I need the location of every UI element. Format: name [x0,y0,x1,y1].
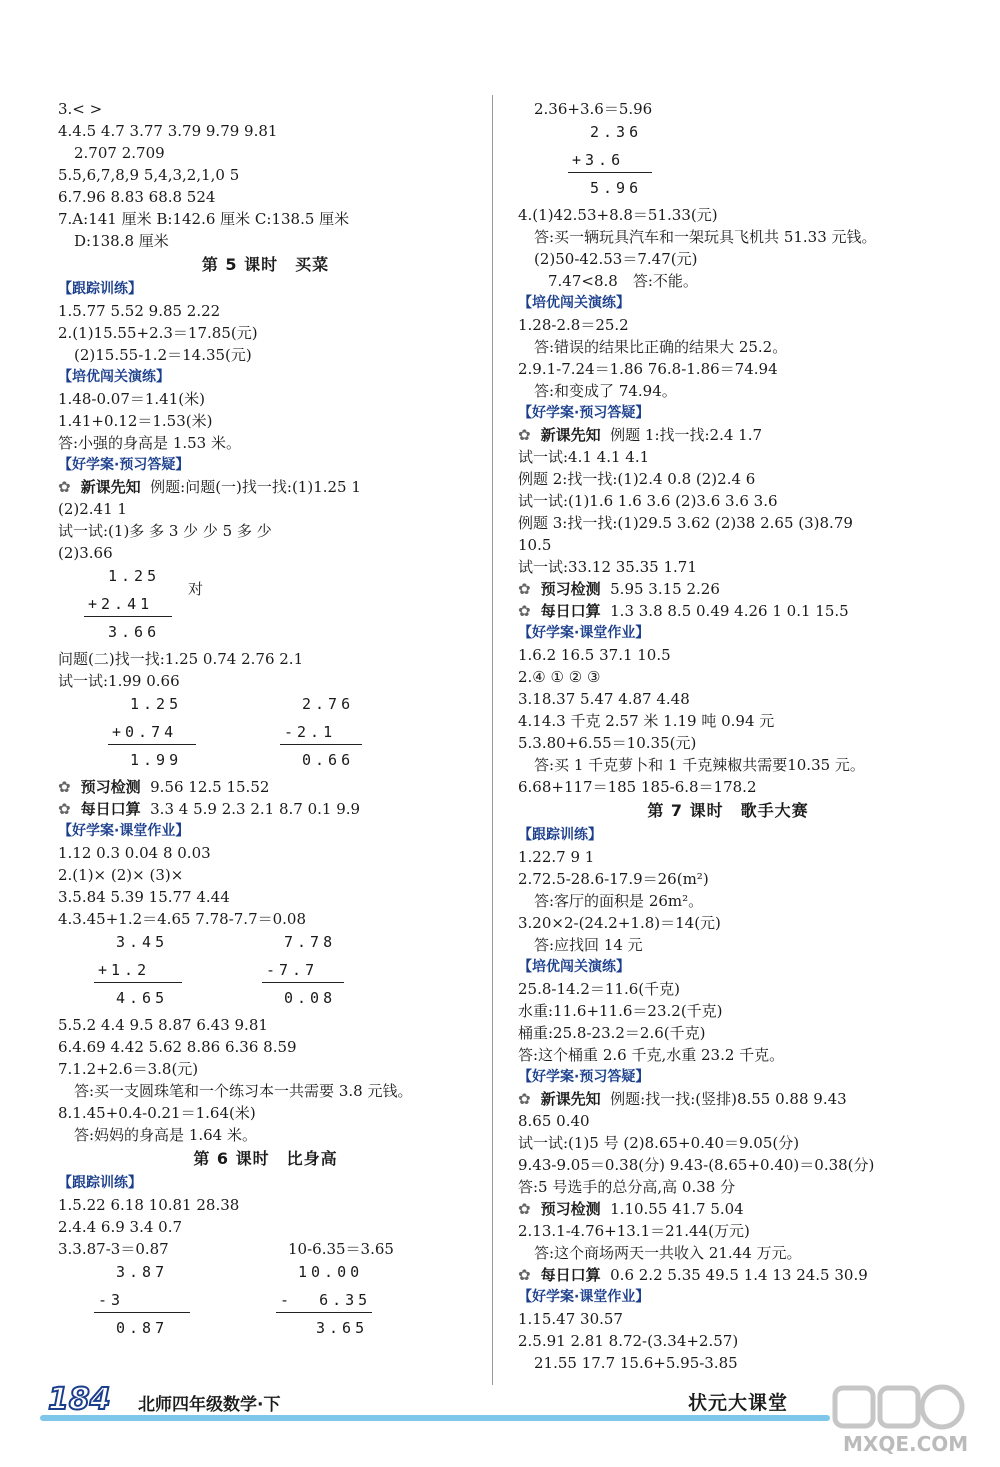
calc-row: -7.7 [266,961,319,979]
answer-line: 例题 3:找一找:(1)29.5 3.62 (2)38 2.65 (3)8.79 [518,514,853,532]
calc-line [280,744,362,745]
calc-line [108,744,196,745]
answer-line: 试一试:4.1 4.1 4.1 [518,448,650,466]
lesson-title: 第 7 课时 歌手大赛 [647,801,809,820]
answer-line [58,1238,473,1260]
answer-line: 1.22.7 9 1 [518,848,595,866]
lesson-title: 第 5 课时 买菜 [201,255,330,274]
section-heading: 【培优闯关演练】 [58,369,170,385]
section-heading: 【跟踪训练】 [518,827,602,843]
answer-line [518,1264,938,1286]
calc-line [276,1312,372,1313]
page-number: 184 [48,1382,111,1417]
answer-line: 答:应找回 14 元 [534,936,643,954]
calc-row: +2.41 [88,595,154,613]
answer-line: 答:买一支圆珠笔和一个练习本一共需要 3.8 元钱。 [74,1082,413,1100]
lesson-title: 第 6 课时 比身高 [193,1149,338,1168]
section-heading: 【好学案·预习答疑】 [518,1069,650,1085]
answer-line: 2.4.4 6.9 3.4 0.7 [58,1218,183,1236]
subsection-label: 新课先知 [540,1090,601,1108]
subsection-label: 每日口算 [540,1266,601,1284]
answer-line: 3.< > [58,100,103,118]
answer-line: 2.④ ① ② ③ [518,668,601,686]
answer-line: 试一试:(1)1.6 1.6 3.6 (2)3.6 3.6 3.6 [518,492,778,510]
calc-row: 1.99 [130,751,183,769]
answer-line [518,1088,938,1110]
flower-icon: ✿ [518,602,531,620]
brand-name: 状元大课堂 [688,1392,789,1414]
answer-line: 25.8-14.2＝11.6(千克) [518,980,680,998]
answer-line: 答:买 1 千克萝卜和 1 千克辣椒共需要10.35 元。 [534,756,865,774]
calc-row: 0.66 [302,751,355,769]
answer-text: 例题:问题(一)找一找:(1)1.25 1 [150,478,361,496]
answer-line [58,476,473,498]
flower-icon: ✿ [518,426,531,444]
answer-line: (2)3.66 [58,544,113,562]
answer-line: 4.14.3 千克 2.57 米 1.19 吨 0.94 元 [518,712,775,730]
footer-band [40,1415,830,1421]
answer-line: 4.(1)42.53+8.8＝51.33(元) [518,206,718,224]
answer-line: 4.4.5 4.7 3.77 3.79 9.79 9.81 [58,122,278,140]
subsection-label: 每日口算 [80,800,141,818]
calc-row: -3 [98,1291,125,1309]
answer-line: 试一试:33.12 35.35 1.71 [518,558,697,576]
answer-line: 5.5,6,7,8,9 5,4,3,2,1,0 5 [58,166,240,184]
section-heading: 【好学案·课堂作业】 [518,1289,650,1305]
calc-row: +3.6 [572,151,625,169]
left-column [58,98,473,1344]
answer-line: 1.41+0.12＝1.53(米) [58,412,213,430]
answer-line: 试一试:1.99 0.66 [58,672,180,690]
answer-text: 5.95 3.15 2.26 [610,580,720,598]
vertical-calculation [58,692,473,776]
answer-line [518,1198,938,1220]
answer-line: 试一试:(1)5 号 (2)8.65+0.40＝9.05(分) [518,1134,800,1152]
answer-line: 1.12 0.3 0.04 8 0.03 [58,844,211,862]
answer-line: 10.5 [518,536,552,554]
flower-icon: ✿ [58,800,71,818]
answer-line: 桶重:25.8-23.2＝2.6(千克) [518,1024,706,1042]
flower-icon: ✿ [518,1090,531,1108]
answer-line: 答:这个商场两天一共收入 21.44 万元。 [534,1244,802,1262]
calc-row: 0.08 [284,989,337,1007]
answer-line [518,424,938,446]
answer-line: 7.47<8.8 答:不能。 [548,272,698,290]
subsection-label: 新课先知 [80,478,141,496]
answer-line: 水重:11.6+11.6＝23.2(千克) [518,1002,723,1020]
section-heading: 【好学案·课堂作业】 [518,625,650,641]
calc-line [94,1312,190,1313]
answer-text: 例题 1:找一找:2.4 1.7 [610,426,763,444]
answer-text: 3.3.87-3＝0.87 [58,1240,169,1258]
answer-line: 答:客厅的面积是 26m²。 [534,892,704,910]
subsection-label: 每日口算 [540,602,601,620]
calc-line [94,982,182,983]
answer-line: 答:小强的身高是 1.53 米。 [58,434,241,452]
answer-line: 8.1.45+0.4-0.21＝1.64(米) [58,1104,256,1122]
answer-line: 2.72.5-28.6-17.9＝26(m²) [518,870,709,888]
calc-row: 3.87 [116,1263,169,1281]
calc-row: 0.87 [116,1319,169,1337]
answer-line: 1.5.22 6.18 10.81 28.38 [58,1196,240,1214]
answer-line: (2)50-42.53＝7.47(元) [534,250,698,268]
answer-line: 答:这个桶重 2.6 千克,水重 23.2 千克。 [518,1046,785,1064]
subsection-label: 新课先知 [540,426,601,444]
right-column [518,98,938,1374]
answer-line: 问题(二)找一找:1.25 0.74 2.76 2.1 [58,650,304,668]
answer-text: 3.3 4 5.9 2.3 2.1 8.7 0.1 9.9 [150,800,361,818]
answer-line: 答:妈妈的身高是 1.64 米。 [74,1126,257,1144]
answer-line: 3.18.37 5.47 4.87 4.48 [518,690,690,708]
answer-text: 0.6 2.2 5.35 49.5 1.4 13 24.5 30.9 [610,1266,868,1284]
answer-line [518,578,938,600]
answer-line [518,600,938,622]
answer-line [58,776,473,798]
answer-line: 4.3.45+1.2＝4.65 7.78-7.7＝0.08 [58,910,307,928]
section-heading: 【跟踪训练】 [58,281,142,297]
calc-row: 1.25 [130,695,183,713]
book-title: 北师四年级数学·下 [138,1395,281,1415]
answer-line: 8.65 0.40 [518,1112,590,1130]
answer-line: 1.48-0.07＝1.41(米) [58,390,205,408]
answer-line: 1.6.2 16.5 37.1 10.5 [518,646,671,664]
answer-line: 9.43-9.05＝0.38(分) 9.43-(8.65+0.40)＝0.38(分) [518,1156,875,1174]
answer-text: 1.3 3.8 8.5 0.49 4.26 1 0.1 15.5 [610,602,849,620]
answer-line: 1.28-2.8＝25.2 [518,316,629,334]
section-heading: 【好学案·预习答疑】 [58,457,190,473]
subsection-label: 预习检测 [540,580,601,598]
calc-row: 3.45 [116,933,169,951]
calc-row: 10.00 [298,1263,364,1281]
answer-line: 1.15.47 30.57 [518,1310,623,1328]
calc-row: 1.25 [108,567,161,585]
flower-icon: ✿ [58,478,71,496]
flower-icon: ✿ [58,778,71,796]
calc-line [84,616,172,617]
calc-row: -2.1 [284,723,337,741]
answer-line: 5.5.2 4.4 9.5 8.87 6.43 9.81 [58,1016,268,1034]
calc-note: 对 [188,580,204,598]
answer-line: 6.7.96 8.83 68.8 524 [58,188,216,206]
answer-line: 试一试:(1)多 多 3 少 少 5 多 少 [58,522,272,540]
answer-text: 9.56 12.5 15.52 [150,778,270,796]
answer-text: 1.10.55 41.7 5.04 [610,1200,744,1218]
calc-row: 3.65 [316,1319,369,1337]
answer-line: 1.5.77 5.52 9.85 2.22 [58,302,221,320]
answer-text: 10-6.35＝3.65 [288,1240,394,1258]
calc-row: 4.65 [116,989,169,1007]
answer-line: 7.1.2+2.6＝3.8(元) [58,1060,199,1078]
answer-line: D:138.8 厘米 [74,232,169,250]
answer-line: 2.707 2.709 [74,144,165,162]
flower-icon: ✿ [518,1200,531,1218]
answer-line: 答:5 号选手的总分高,高 0.38 分 [518,1178,736,1196]
answer-line: 5.3.80+6.55＝10.35(元) [518,734,697,752]
calc-row: 2.76 [302,695,355,713]
subsection-label: 预习检测 [80,778,141,796]
calc-row: 2.36 [590,123,643,141]
answer-line: 6.68+117＝185 185-6.8＝178.2 [518,778,757,796]
section-heading: 【培优闯关演练】 [518,295,630,311]
column-divider [492,95,493,1385]
answer-line: 6.4.69 4.42 5.62 8.86 6.36 8.59 [58,1038,297,1056]
answer-line: 2.36+3.6＝5.96 [534,100,653,118]
answer-line: 3.5.84 5.39 15.77 4.44 [58,888,230,906]
subsection-label: 预习检测 [540,1200,601,1218]
vertical-calculation [58,564,473,648]
vertical-calculation [518,120,938,204]
page-footer [0,1380,1000,1467]
watermark-text: MXQE.COM [843,1432,969,1456]
answer-line: 2.9.1-7.24＝1.86 76.8-1.86＝74.94 [518,360,778,378]
answer-line: (2)2.41 1 [58,500,127,518]
calc-line [568,172,652,173]
calc-row: 7.78 [284,933,337,951]
answer-line: 2.5.91 2.81 8.72-(3.34+2.57) [518,1332,739,1350]
section-heading: 【好学案·课堂作业】 [58,823,190,839]
section-heading: 【培优闯关演练】 [518,959,630,975]
flower-icon: ✿ [518,580,531,598]
section-heading: 【跟踪训练】 [58,1175,142,1191]
calc-row: +1.2 [98,961,151,979]
answer-line: 3.20×2-(24.2+1.8)＝14(元) [518,914,721,932]
answer-line: 答:错误的结果比正确的结果大 25.2。 [534,338,788,356]
answer-line [58,798,473,820]
answer-text: 例题:找一找:(竖排)8.55 0.88 9.43 [610,1090,847,1108]
section-heading: 【好学案·预习答疑】 [518,405,650,421]
answer-line: (2)15.55-1.2＝14.35(元) [74,346,252,364]
calc-line [262,982,344,983]
answer-line: 2.(1)15.55+2.3＝17.85(元) [58,324,258,342]
answer-line: 答:买一辆玩具汽车和一架玩具飞机共 51.33 元钱。 [534,228,877,246]
vertical-calculation [58,1260,473,1344]
vertical-calculation [58,930,473,1014]
answer-line: 例题 2:找一找:(1)2.4 0.8 (2)2.4 6 [518,470,756,488]
answer-line: 21.55 17.7 15.6+5.95-3.85 [534,1354,738,1372]
calc-row: - 6.35 [280,1291,372,1309]
flower-icon: ✿ [518,1266,531,1284]
calc-row: 3.66 [108,623,161,641]
answer-line: 2.13.1-4.76+13.1＝21.44(万元) [518,1222,750,1240]
calc-row: +0.74 [112,723,178,741]
answer-line: 答:和变成了 74.94。 [534,382,677,400]
calc-row: 5.96 [590,179,643,197]
answer-line: 7.A:141 厘米 B:142.6 厘米 C:138.5 厘米 [58,210,350,228]
answer-line: 2.(1)× (2)× (3)× [58,866,184,884]
